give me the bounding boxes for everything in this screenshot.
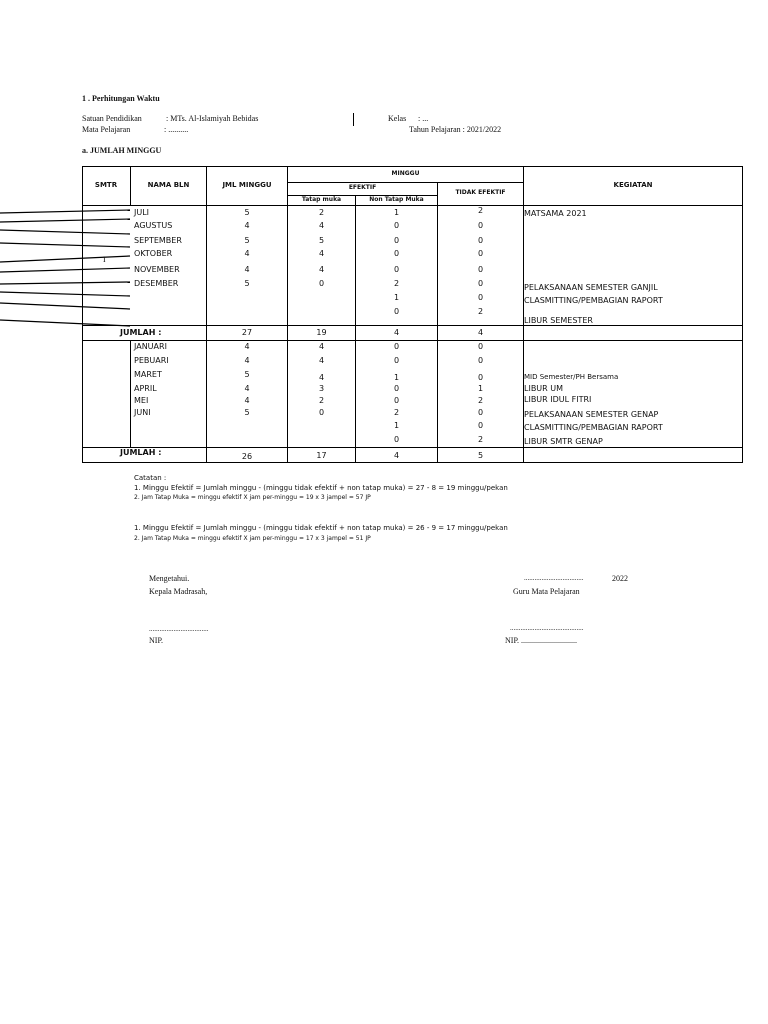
tidak-value: 0 [477,356,484,365]
tidak-value: 1 [477,384,484,393]
month-name: NOVEMBER [134,265,180,274]
non-tatap-value: 2 [393,279,400,288]
kegiatan-text: LIBUR SMTR GENAP [524,437,603,446]
tatap-value: 4 [318,265,325,274]
kegiatan-text: MID Semester/PH Bersama [524,373,619,381]
jumlah-jml: 27 [241,328,253,337]
jumlah-tidak: 5 [477,451,484,460]
note-minggu-efektif-2: 1. Minggu Efektif = Jumlah minggu - (minggu tidak efektif + non tatap muka) = 26 - 9 = 17 minggu/pekan [134,524,508,532]
month-name: SEPTEMBER [134,236,182,245]
non-tatap-value: 1 [393,208,400,217]
tidak-value: 0 [477,342,484,351]
non-tatap-value: 0 [393,221,400,230]
kelas-value: : ... [418,114,429,123]
tidak-value: 2 [477,206,484,215]
tatap-value: 4 [318,249,325,258]
month-name: MARET [134,370,162,379]
tidak-value: 2 [477,435,484,444]
jumlah-label: JUMLAH : [120,448,162,457]
tatap-value: 2 [318,208,325,217]
jumlah-tatap: 19 [316,328,327,337]
tidak-value: 2 [477,396,484,405]
nip-left: NIP. [149,636,164,645]
mapel-label: Mata Pelajaran [82,125,131,134]
non-tatap-value: 0 [393,384,400,393]
header-tidak-efektif: TIDAK EFEKTIF [455,189,506,196]
jumlah-non-tatap: 4 [393,451,400,460]
header-jml-minggu: JML MINGGU [222,181,272,189]
tidak-value: 0 [477,373,484,382]
header-tatap-muka: Tatap muka [301,196,342,203]
month-name: JULI [134,208,150,217]
header-minggu: MINGGU [391,170,420,177]
tatap-value: 4 [318,356,325,365]
header-efektif: EFEKTIF [348,184,377,191]
non-tatap-value: 2 [393,408,400,417]
month-name: PEBUARI [134,356,169,365]
tatap-value: 4 [318,342,325,351]
non-tatap-value: 0 [393,435,400,444]
tidak-value: 0 [477,265,484,274]
tatap-value: 0 [318,408,325,417]
month-name: AGUSTUS [134,221,173,230]
jml-value: 5 [244,370,250,379]
kegiatan-text: LIBUR UM [524,384,564,393]
jml-value: 4 [244,356,250,365]
kegiatan-text: PELAKSANAAN SEMESTER GENAP [524,410,659,419]
non-tatap-value: 1 [393,421,400,430]
tatap-value: 4 [318,373,325,382]
jumlah-tidak: 4 [477,328,484,337]
jml-value: 4 [244,221,250,230]
guru-name-dots: .......................................... [510,624,584,632]
kegiatan-text: CLASMITTING/PEMBAGIAN RAPORT [524,423,663,432]
mengetahui-text: Mengetahui. [149,574,190,583]
jml-value: 4 [244,249,250,258]
nip-right: NIP. ............................ [505,636,578,645]
note-jam-tatap-muka-1: 2. Jam Tatap Muka = minggu efektif X jam per-minggu = 19 x 3 jampel = 57 JP [134,494,371,501]
jml-value: 4 [244,265,250,274]
tatap-value: 3 [318,384,325,393]
jml-value: 5 [244,208,250,217]
kegiatan-text: LIBUR SEMESTER [524,316,593,325]
tidak-value: 0 [477,279,484,288]
non-tatap-value: 0 [393,307,400,316]
non-tatap-value: 1 [393,373,400,382]
non-tatap-value: 0 [393,236,400,245]
kepala-name-dots: .................................. [149,625,209,633]
header-nama-bln: NAMA BLN [147,181,190,189]
jml-value: 4 [244,342,250,351]
tatap-value: 5 [318,236,325,245]
month-name: JANUARI [134,342,167,351]
satuan-label: Satuan Pendidikan [82,114,142,123]
month-name: MEI [134,396,149,405]
month-name: JUNI [134,408,151,417]
jml-value: 5 [244,236,250,245]
kegiatan-text: PELAKSANAAN SEMESTER GANJIL [524,283,658,292]
tidak-value: 0 [477,408,484,417]
month-name: APRIL [134,384,157,393]
tidak-value: 0 [477,221,484,230]
tahun-pelajaran: Tahun Pelajaran : 2021/2022 [409,125,502,134]
mapel-value: : .......... [164,125,189,134]
jumlah-label: JUMLAH : [120,328,162,337]
non-tatap-value: 0 [393,249,400,258]
non-tatap-value: 0 [393,396,400,405]
semester-label: I [103,255,106,264]
non-tatap-value: 0 [393,342,400,351]
note-jam-tatap-muka-2: 2. Jam Tatap Muka = minggu efektif X jam per-minggu = 17 x 3 jampel = 51 JP [134,535,371,542]
kegiatan-text: MATSAMA 2021 [524,209,587,218]
non-tatap-value: 0 [393,356,400,365]
month-name: DESEMBER [134,279,179,288]
kegiatan-text: LIBUR IDUL FITRI [524,395,592,404]
sub-title: a. JUMLAH MINGGU [82,146,162,155]
header-non-tatap-muka: Non Tatap Muka [369,196,424,203]
note-minggu-efektif-1: 1. Minggu Efektif = Jumlah minggu - (minggu tidak efektif + non tatap muka) = 27 - 8 = 19 minggu/pekan [134,484,508,492]
tidak-value: 2 [477,307,484,316]
tidak-value: 0 [477,293,484,302]
kelas-label: Kelas [388,114,407,123]
section-title: 1 . Perhitungan Waktu [82,94,160,103]
jml-value: 4 [244,396,250,405]
guru-text: Guru Mata Pelajaran [513,587,580,596]
non-tatap-value: 0 [393,265,400,274]
jml-value: 5 [244,408,250,417]
jml-value: 5 [244,279,250,288]
jumlah-jml: 26 [241,452,253,461]
non-tatap-value: 1 [393,293,400,302]
header-kegiatan: KEGIATAN [613,181,653,189]
tidak-value: 0 [477,421,484,430]
year-text: 2022 [612,574,628,583]
month-name: OKTOBER [134,249,173,258]
tatap-value: 2 [318,396,325,405]
date-dots: .................................. [524,574,584,582]
jumlah-tatap: 17 [316,451,327,460]
catatan-label: Catatan : [134,474,167,482]
tatap-value: 4 [318,221,325,230]
tidak-value: 0 [477,236,484,245]
jumlah-non-tatap: 4 [393,328,400,337]
kegiatan-text: CLASMITTING/PEMBAGIAN RAPORT [524,296,663,305]
satuan-value: : MTs. Al-Islamiyah Bebidas [166,114,259,123]
tidak-value: 0 [477,249,484,258]
header-smtr: SMTR [94,181,118,189]
kepala-madrasah-text: Kepala Madrasah, [149,587,208,596]
tatap-value: 0 [318,279,325,288]
jml-value: 4 [244,384,250,393]
